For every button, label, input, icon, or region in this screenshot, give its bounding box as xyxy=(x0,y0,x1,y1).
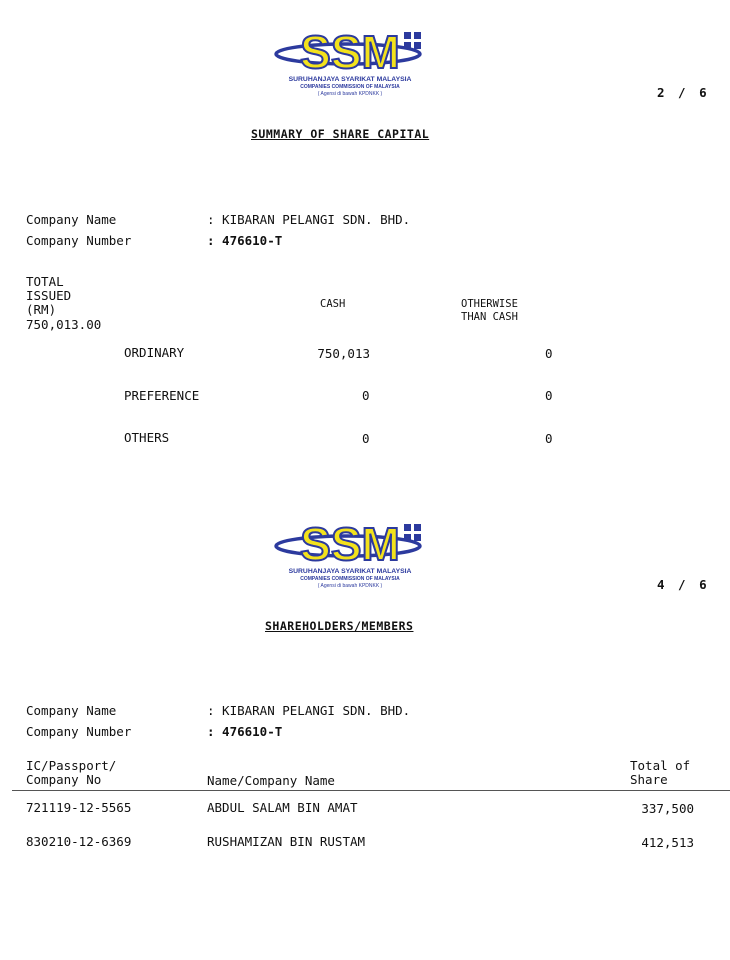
share-cash-value: 0 xyxy=(362,431,370,446)
share-otherwise-value: 0 xyxy=(545,346,553,361)
ssm-logo xyxy=(250,516,450,596)
ssm-logo-icon xyxy=(250,516,450,568)
company-name-value: : KIBARAN PELANGI SDN. BHD. xyxy=(207,703,411,718)
ssm-logo-icon xyxy=(250,24,450,76)
header-divider xyxy=(12,790,730,791)
share-cash-value: 0 xyxy=(362,388,370,403)
company-name-label: Company Name xyxy=(26,212,117,227)
share-type-label: ORDINARY xyxy=(124,345,185,360)
logo-line-2: COMPANIES COMMISSION OF MALAYSIA xyxy=(300,576,400,582)
total-issued-value: 750,013.00 xyxy=(26,317,102,332)
company-number-value: : 476610-T xyxy=(207,724,283,739)
ic-header-line: IC/Passport/ xyxy=(26,758,117,773)
share-type-label: PREFERENCE xyxy=(124,388,200,403)
name-column-header: Name/Company Name xyxy=(207,773,335,788)
logo-line-3: ( Agensi di bawah KPDNKK ) xyxy=(317,91,383,97)
cash-column-header: CASH xyxy=(320,298,346,310)
total-issued-label xyxy=(26,275,71,317)
total-label-line: TOTAL xyxy=(26,274,64,289)
total-label-line: ISSUED xyxy=(26,288,72,303)
share-otherwise-value: 0 xyxy=(545,388,553,403)
shareholder-shares: 412,513 xyxy=(641,835,694,850)
total-share-column-header xyxy=(630,759,690,787)
section-title: SUMMARY OF SHARE CAPITAL xyxy=(251,127,430,141)
page-number: 4 / 6 xyxy=(657,577,710,592)
otherwise-header-line: THAN CASH xyxy=(461,311,518,323)
share-cash-value: 750,013 xyxy=(317,346,370,361)
shareholder-ic: 830210-12-6369 xyxy=(26,834,132,849)
section-title: SHAREHOLDERS/MEMBERS xyxy=(265,619,414,633)
shareholder-shares: 337,500 xyxy=(641,801,694,816)
total-share-header-line: Total of xyxy=(630,758,691,773)
page-number: 2 / 6 xyxy=(657,85,710,100)
company-name-label: Company Name xyxy=(26,703,117,718)
share-type-label: OTHERS xyxy=(124,430,170,445)
company-name-value: : KIBARAN PELANGI SDN. BHD. xyxy=(207,212,411,227)
total-share-header-line: Share xyxy=(630,772,668,787)
company-number-label: Company Number xyxy=(26,724,132,739)
share-otherwise-value: 0 xyxy=(545,431,553,446)
shareholder-name: ABDUL SALAM BIN AMAT xyxy=(207,800,358,815)
total-label-line: (RM) xyxy=(26,302,57,317)
logo-line-2: COMPANIES COMMISSION OF MALAYSIA xyxy=(300,84,400,90)
ic-header-line: Company No xyxy=(26,772,102,787)
shareholder-ic: 721119-12-5565 xyxy=(26,800,132,815)
company-number-label: Company Number xyxy=(26,233,132,248)
logo-line-3: ( Agensi di bawah KPDNKK ) xyxy=(317,583,383,589)
otherwise-header-line: OTHERWISE xyxy=(461,298,518,310)
shareholder-name: RUSHAMIZAN BIN RUSTAM xyxy=(207,834,366,849)
ssm-logo xyxy=(250,24,450,104)
logo-line-1: SURUHANJAYA SYARIKAT MALAYSIA xyxy=(288,76,412,83)
logo-line-1: SURUHANJAYA SYARIKAT MALAYSIA xyxy=(288,568,412,575)
company-number-value: : 476610-T xyxy=(207,233,283,248)
svg-text:SSM: SSM xyxy=(300,26,400,76)
svg-text:SSM: SSM xyxy=(300,518,400,568)
ic-column-header xyxy=(26,759,116,787)
otherwise-column-header xyxy=(461,298,518,324)
